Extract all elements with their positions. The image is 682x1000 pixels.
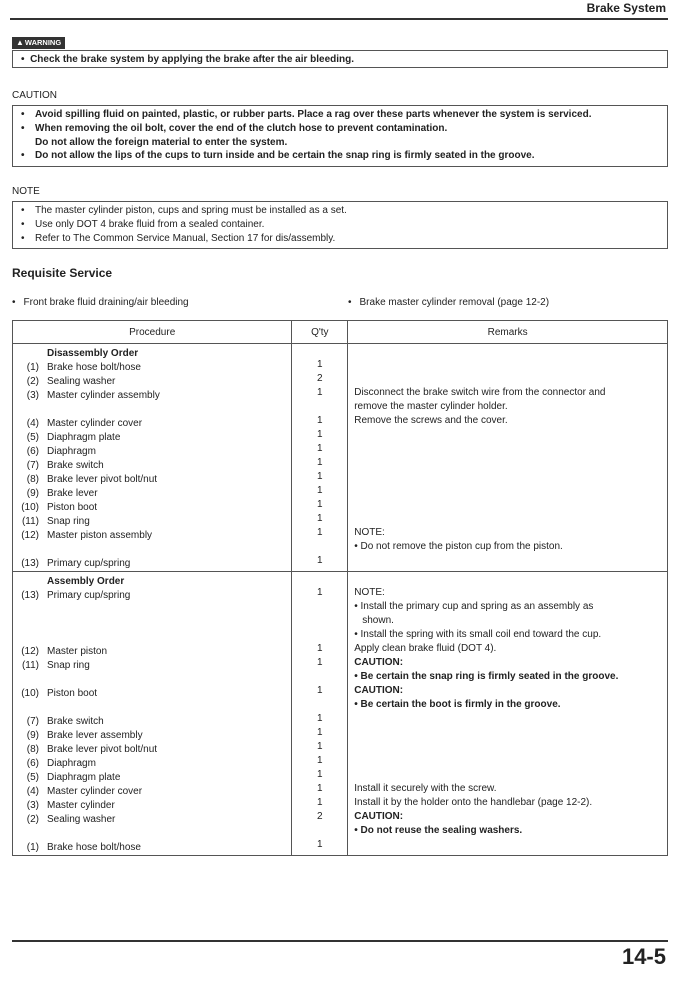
step-qty: 1: [317, 727, 323, 738]
requisite-item-left: • Front brake fluid draining/air bleeding: [12, 297, 189, 308]
step-number: (8): [26, 474, 39, 485]
step-name: Brake lever: [47, 488, 98, 499]
caution-list: [21, 108, 661, 163]
remarks-spacer: [354, 572, 667, 586]
step-qty: 1: [317, 713, 323, 724]
step-qty: 1: [317, 499, 323, 510]
note-list: [21, 204, 661, 245]
step-line: [13, 799, 291, 813]
step-line: [13, 473, 291, 487]
assembly-procedure-cell: [13, 572, 292, 856]
warning-box: [12, 50, 668, 68]
step-remarks: [354, 428, 667, 442]
step-name: Diaphragm plate: [47, 432, 121, 443]
step-name: Brake lever assembly: [47, 730, 143, 741]
step-name: Brake lever pivot bolt/nut: [47, 474, 158, 485]
step-number: (1): [26, 362, 39, 373]
remark-line: NOTE:: [354, 587, 385, 598]
remark-line: Apply clean brake fluid (DOT 4).: [354, 643, 497, 654]
step-name: Brake hose bolt/hose: [47, 842, 141, 853]
disassembly-remarks-cell: [348, 344, 668, 572]
caution-box: [12, 105, 668, 167]
step-line: [13, 515, 291, 529]
step-number: (2): [26, 376, 39, 387]
step-number: (5): [26, 432, 39, 443]
remark-line: CAUTION:: [354, 811, 404, 822]
step-name: Primary cup/spring: [47, 590, 131, 601]
step-qty: 1: [317, 513, 323, 524]
procedure-step: [13, 813, 291, 841]
step-qty: 1: [317, 587, 323, 598]
procedure-column-header: Procedure: [13, 321, 292, 344]
caution-item: Do not allow the foreign material to enter the system.: [35, 136, 288, 148]
note-box: [12, 201, 668, 249]
step-qty: 1: [317, 555, 323, 566]
step-line: [13, 785, 291, 799]
assembly-order-title: Assembly Order: [47, 576, 125, 587]
assembly-qty-cell: [292, 572, 348, 856]
step-remarks: [354, 386, 667, 414]
procedure-step: [13, 431, 291, 445]
requisite-item-right: • Brake master cylinder removal (page 12-2): [348, 297, 549, 308]
qty-column-header: Q'ty: [292, 321, 348, 344]
procedure-step: [13, 557, 291, 571]
step-number: (9): [26, 730, 39, 741]
step-remarks: [354, 656, 667, 684]
note-item: • The master cylinder piston, cups and spring must be installed as a set.: [21, 204, 661, 218]
step-qty: 1: [317, 839, 323, 850]
step-number: (9): [26, 488, 39, 499]
step-line: [13, 529, 291, 543]
footer-rule: [12, 940, 668, 942]
step-number: (13): [21, 558, 39, 569]
step-name: Master cylinder cover: [47, 786, 143, 797]
step-name: Brake switch: [47, 716, 104, 727]
step-number: (3): [26, 800, 39, 811]
step-line: [13, 771, 291, 785]
note-item: • Use only DOT 4 brake fluid from a sealed container.: [21, 218, 661, 232]
step-line: [13, 659, 291, 673]
procedure-step: [13, 589, 291, 645]
procedure-step: [13, 715, 291, 729]
step-qty: 1: [317, 783, 323, 794]
disassembly-qty-cell: [292, 344, 348, 572]
step-name: Brake lever pivot bolt/nut: [47, 744, 158, 755]
step-remarks: [354, 712, 667, 726]
step-remarks: [354, 358, 667, 372]
step-qty: 2: [317, 811, 323, 822]
step-number: (12): [21, 530, 39, 541]
step-qty: 1: [317, 685, 323, 696]
step-line: [13, 375, 291, 389]
qty-spacer: [292, 572, 347, 586]
remark-line: • Install the primary cup and spring as an assembly as: [354, 601, 594, 612]
step-name: Master cylinder cover: [47, 418, 143, 429]
step-number: (10): [21, 688, 39, 699]
warning-item: • Check the brake system by applying the brake after the air bleeding.: [21, 54, 355, 65]
procedure-step: [13, 687, 291, 715]
step-qty: 2: [317, 373, 323, 384]
step-qty: 1: [317, 387, 323, 398]
step-remarks: [354, 498, 667, 512]
step-name: Piston boot: [47, 502, 98, 513]
step-qty: 1: [317, 443, 323, 454]
step-remarks: [354, 554, 667, 568]
step-name: Diaphragm: [47, 758, 96, 769]
step-name: Snap ring: [47, 516, 90, 527]
step-remarks: [354, 768, 667, 782]
procedure-step: [13, 473, 291, 487]
procedure-step: [13, 841, 291, 855]
table-header-row: [13, 321, 668, 344]
warning-triangle-icon: ▲: [16, 38, 24, 47]
procedure-table: [12, 320, 668, 856]
step-qty: 1: [317, 643, 323, 654]
step-number: (12): [21, 646, 39, 657]
remark-line: • Be certain the boot is firmly in the groove.: [354, 699, 561, 710]
disassembly-procedure-cell: [13, 344, 292, 572]
procedure-step: [13, 459, 291, 473]
procedure-step: [13, 757, 291, 771]
step-name: Snap ring: [47, 660, 90, 671]
step-remarks: [354, 796, 667, 810]
disassembly-order-title: Disassembly Order: [47, 348, 139, 359]
remark-line: • Install the spring with its small coil end toward the cup.: [354, 629, 602, 640]
procedure-step: [13, 375, 291, 389]
step-qty: 1: [317, 359, 323, 370]
step-qty: 1: [317, 527, 323, 538]
step-qty: 1: [317, 797, 323, 808]
step-remarks: [354, 512, 667, 526]
step-name: Piston boot: [47, 688, 98, 699]
remark-line: Install it securely with the screw.: [354, 783, 497, 794]
step-number: (3): [26, 390, 39, 401]
header-rule: [10, 18, 668, 20]
step-qty: 1: [317, 755, 323, 766]
step-number: (8): [26, 744, 39, 755]
remark-line: • Do not remove the piston cup from the piston.: [354, 541, 563, 552]
step-line: [13, 729, 291, 743]
step-name: Sealing washer: [47, 376, 116, 387]
page-number: 14-5: [621, 944, 666, 969]
step-line: [13, 743, 291, 757]
step-name: Sealing washer: [47, 814, 116, 825]
remark-line: Disconnect the brake switch wire from the connector and: [354, 387, 606, 398]
procedure-step: [13, 361, 291, 375]
step-line: [13, 389, 291, 403]
step-qty: 1: [317, 415, 323, 426]
step-number: (1): [26, 842, 39, 853]
note-label: NOTE: [12, 186, 40, 197]
assembly-section: [13, 572, 668, 856]
procedure-step: [13, 529, 291, 557]
step-line: [13, 841, 291, 855]
remark-line: NOTE:: [354, 527, 385, 538]
step-line: [13, 645, 291, 659]
remark-line: remove the master cylinder holder.: [354, 401, 508, 412]
step-line: [13, 557, 291, 571]
remark-line: CAUTION:: [354, 685, 404, 696]
remark-line: shown.: [362, 615, 394, 626]
step-line: [13, 487, 291, 501]
procedure-step: [13, 445, 291, 459]
step-qty: 1: [317, 471, 323, 482]
step-name: Brake switch: [47, 460, 104, 471]
remarks-column-header: Remarks: [348, 321, 668, 344]
step-name: Diaphragm plate: [47, 772, 121, 783]
procedure-step: [13, 771, 291, 785]
step-name: Master piston: [47, 646, 108, 657]
step-qty: 1: [317, 457, 323, 468]
caution-item: • When removing the oil bolt, cover the end of the clutch hose to prevent contamination.: [21, 122, 661, 136]
step-qty: 1: [317, 429, 323, 440]
step-qty: 1: [317, 657, 323, 668]
step-name: Master piston assembly: [47, 530, 153, 541]
step-qty: 1: [317, 485, 323, 496]
step-number: (6): [26, 446, 39, 457]
step-remarks: [354, 470, 667, 484]
step-number: (2): [26, 814, 39, 825]
step-remarks: [354, 740, 667, 754]
step-line: [13, 431, 291, 445]
remarks-spacer: [354, 344, 667, 358]
step-line: [13, 417, 291, 431]
procedure-step: [13, 743, 291, 757]
step-line: [13, 687, 291, 701]
procedure-step: [13, 729, 291, 743]
caution-label: CAUTION: [12, 90, 57, 101]
procedure-step: [13, 645, 291, 659]
step-line: [13, 361, 291, 375]
remark-line: • Do not reuse the sealing washers.: [354, 825, 523, 836]
step-number: (13): [21, 590, 39, 601]
step-line: [13, 715, 291, 729]
step-remarks: [354, 372, 667, 386]
step-name: Diaphragm: [47, 446, 96, 457]
section-title: Brake System: [586, 1, 666, 15]
step-name: Primary cup/spring: [47, 558, 131, 569]
caution-item: • Do not allow the lips of the cups to turn inside and be certain the snap ring is firmly seated in the groove.: [21, 149, 661, 163]
step-remarks: [354, 526, 667, 554]
step-number: (4): [26, 786, 39, 797]
step-remarks: [354, 642, 667, 656]
step-remarks: [354, 754, 667, 768]
procedure-step: [13, 389, 291, 417]
disassembly-section: [13, 344, 668, 572]
warning-badge: [12, 37, 65, 49]
step-remarks: [354, 810, 667, 838]
procedure-step: [13, 487, 291, 501]
step-remarks: [354, 484, 667, 498]
step-number: (11): [21, 660, 39, 671]
remark-line: CAUTION:: [354, 657, 404, 668]
step-number: (5): [26, 772, 39, 783]
qty-spacer: [292, 344, 347, 358]
remark-line: Remove the screws and the cover.: [354, 415, 508, 426]
step-number: (6): [26, 758, 39, 769]
step-line: [13, 501, 291, 515]
step-line: [13, 589, 291, 603]
step-name: Master cylinder: [47, 800, 115, 811]
procedure-step: [13, 785, 291, 799]
step-line: [13, 757, 291, 771]
step-number: (7): [26, 716, 39, 727]
step-name: Master cylinder assembly: [47, 390, 160, 401]
step-remarks: [354, 414, 667, 428]
step-number: (11): [21, 516, 39, 527]
step-number: (10): [21, 502, 39, 513]
procedure-step: [13, 501, 291, 515]
requisite-service-title: Requisite Service: [12, 266, 113, 280]
step-remarks: [354, 586, 667, 642]
procedure-step: [13, 515, 291, 529]
step-remarks: [354, 838, 667, 852]
step-remarks: [354, 726, 667, 740]
caution-item: • Avoid spilling fluid on painted, plastic, or rubber parts. Place a rag over these parts whenever the system is serviced.: [21, 108, 661, 122]
step-qty: 1: [317, 741, 323, 752]
assembly-remarks-cell: [348, 572, 668, 856]
procedure-step: [13, 417, 291, 431]
step-remarks: [354, 456, 667, 470]
step-number: (7): [26, 460, 39, 471]
step-number: (4): [26, 418, 39, 429]
remark-line: Install it by the holder onto the handlebar (page 12-2).: [354, 797, 593, 808]
step-remarks: [354, 782, 667, 796]
step-remarks: [354, 442, 667, 456]
step-qty: 1: [317, 769, 323, 780]
step-line: [13, 445, 291, 459]
step-name: Brake hose bolt/hose: [47, 362, 141, 373]
step-remarks: [354, 684, 667, 712]
procedure-step: [13, 799, 291, 813]
note-item: • Refer to The Common Service Manual, Section 17 for dis/assembly.: [21, 232, 661, 246]
procedure-step: [13, 659, 291, 687]
step-line: [13, 459, 291, 473]
warning-badge-label: WARNING: [24, 38, 62, 47]
step-line: [13, 813, 291, 827]
remark-line: • Be certain the snap ring is firmly seated in the groove.: [354, 671, 619, 682]
